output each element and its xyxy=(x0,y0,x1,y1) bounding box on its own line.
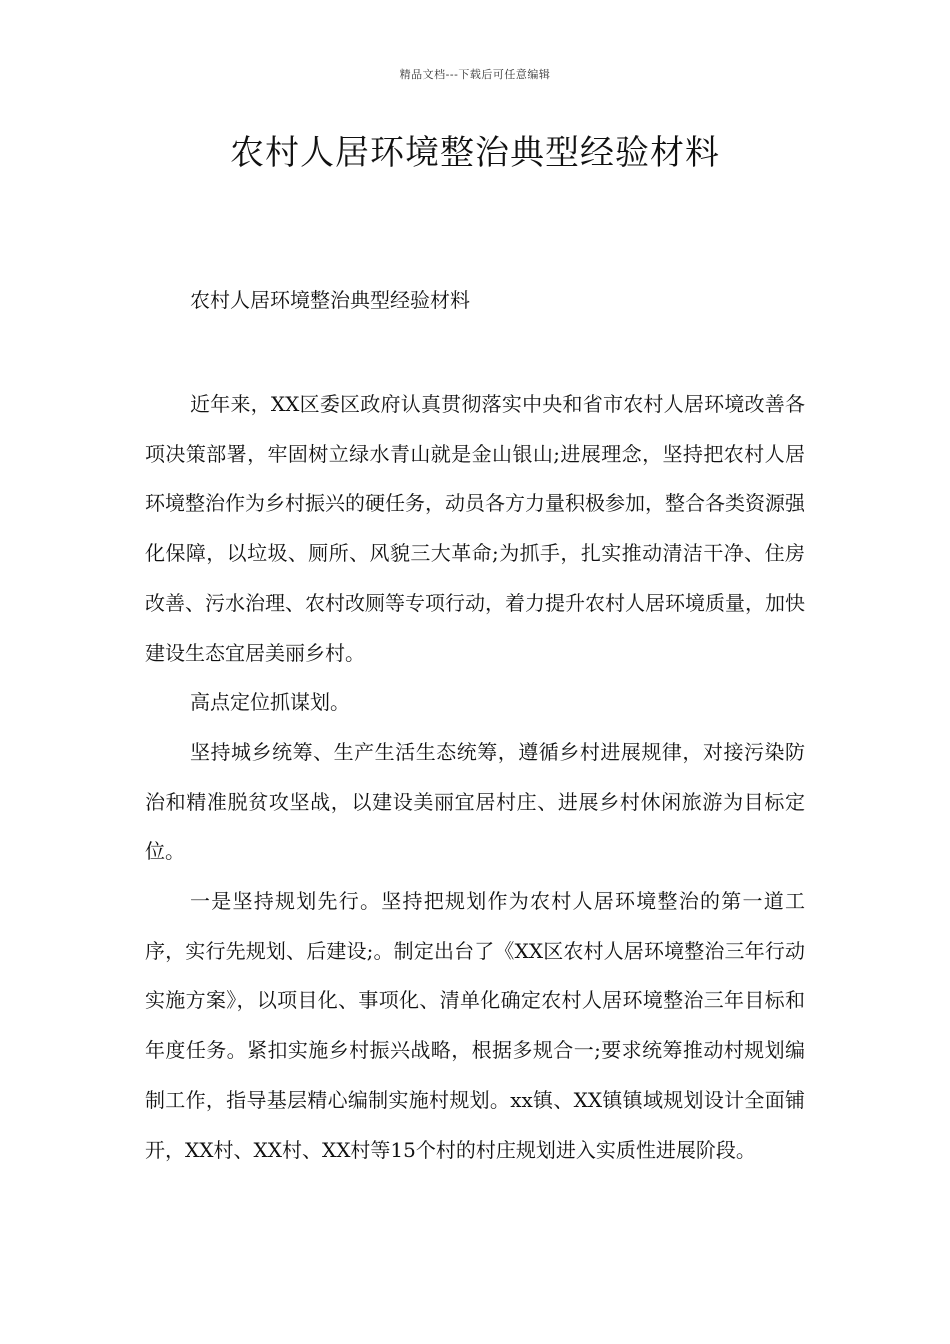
paragraph-planning: 一是坚持规划先行。坚持把规划作为农村人居环境整治的第一道工序，实行先规划、后建设;。制定出台了《XX区农村人居环境整治三年行动实施方案》，以项目化、事项化、清单化确定农村人居环境整治三年目标和年度任务。紧扣实施乡村振兴战略，根据多规合一;要求统筹推动村规划编制工作，指导基层精心编制实施村规划。xx镇、XX镇镇域规划设计全面铺开，XX村、XX村、XX村等15个村的村庄规划进入实质性进展阶段。 xyxy=(145,889,805,1162)
paragraph-intro: 近年来，XX区委区政府认真贯彻落实中央和省市农村人居环境改善各项决策部署，牢固树立绿水青山就是金山银山;进展理念，坚持把农村人居环境整治作为乡村振兴的硬任务，动员各方力量积极参加，整合各类资源强化保障，以垃圾、厕所、风貌三大革命;为抓手，扎实推动清洁干净、住房改善、污水治理、农村改厕等专项行动，着力提升农村人居环境质量，加快建设生态宜居美丽乡村。 xyxy=(145,392,805,665)
document-body xyxy=(145,380,805,1175)
paragraph-positioning: 坚持城乡统筹、生产生活生态统筹，遵循乡村进展规律，对接污染防治和精准脱贫攻坚战，以建设美丽宜居村庄、进展乡村休闲旅游为目标定位。 xyxy=(145,739,805,864)
document-title: 农村人居环境整治典型经验材料 xyxy=(230,133,720,173)
header-note: 精品文档---下载后可任意编辑 xyxy=(399,68,551,81)
document-subtitle: 农村人居环境整治典型经验材料 xyxy=(190,288,470,312)
paragraph-heading: 高点定位抓谋划。 xyxy=(190,690,350,715)
